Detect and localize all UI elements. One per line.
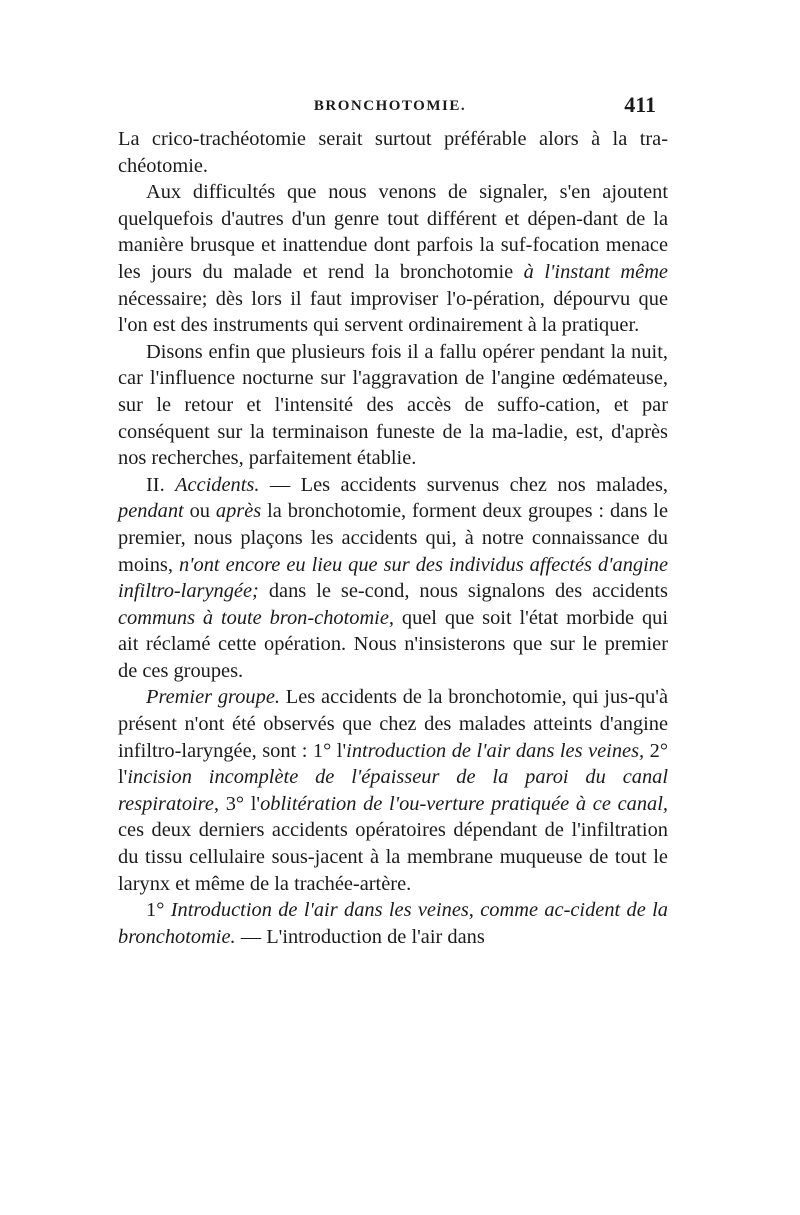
text-segment: — L'introduction de l'air dans — [235, 925, 485, 948]
italic-segment: Introduction de l'air dans les veines, comme ac-cident de la bronchotomie. — [118, 899, 668, 948]
text-segment: dans le se-cond, nous signalons des accidents — [258, 580, 668, 603]
paragraph-5 — [118, 684, 668, 897]
text-segment: nécessaire; dès lors il faut improviser l'o-pération, dépourvu que l'on est des instruments qui servent ordinairement à la pratiquer. — [118, 287, 668, 337]
running-head: BRONCHOTOMIE. — [313, 98, 467, 114]
italic-segment: Accidents. — [175, 473, 260, 496]
italic-segment: Premier groupe. — [146, 686, 280, 709]
text-segment: La crico-trachéotomie serait surtout préférable alors à la tra-chéotomie. — [118, 128, 668, 177]
paragraph-1 — [118, 126, 668, 179]
italic-segment: introduction de l'air dans les veines, — [346, 739, 645, 762]
page-header — [120, 92, 660, 122]
text-segment: ou — [183, 500, 216, 523]
text-segment: 2° l' — [118, 739, 668, 789]
text-segment: — Les accidents survenus chez nos malades, — [259, 473, 668, 496]
text-segment: Disons enfin que plusieurs fois il a fallu opérer pendant la nuit, car l'influence nocturne sur l'aggravation de l'angine œdémateuse, sur le retour et l'intensité des accès de suffo-cation, et par conséquent sur la terminaison funeste de la ma-ladie, est, d'après nos recherches, parfaitement établie. — [118, 340, 668, 470]
italic-segment: communs à toute bron-chotomie, — [118, 606, 394, 629]
paragraph-3 — [118, 339, 668, 472]
text-segment: Les accidents de la bronchotomie, qui jus-qu'à présent n'ont été observés que chez des malades atteints d'angine infiltro-laryngée, sont : 1° l' — [118, 686, 668, 762]
italic-segment: à l'instant même — [523, 260, 668, 283]
text-segment: Aux difficultés que nous venons de signaler, s'en ajoutent quelquefois d'autres d'un genre tout différent et dépen-dant de la manière brusque et inattendue dont parfois la suf-focation menace les jours du malade et rend la bronchotomie — [118, 181, 668, 283]
text-segment: quel que soit l'état morbide qui ait réclamé cette opération. Nous n'insisterons que sur le premier de ces groupes. — [118, 606, 668, 682]
text-segment: II. — [146, 473, 176, 496]
paragraph-6 — [118, 897, 668, 950]
paragraph-4 — [118, 472, 668, 685]
paragraph-2 — [118, 179, 668, 339]
italic-segment: après — [215, 500, 262, 523]
italic-segment: incision incomplète de l'épaisseur de la paroi du canal respiratoire, — [118, 766, 668, 815]
body-text — [118, 126, 668, 950]
text-segment: ces deux derniers accidents opératoires dépendant de l'infiltration du tissu cellulaire sous-jacent à la membrane muqueuse de tout le larynx et même de la trachée-artère. — [118, 819, 668, 895]
page-number: 411 — [624, 92, 656, 117]
italic-segment: n'ont encore eu lieu que sur des individus affectés d'angine infiltro-laryngée; — [118, 553, 669, 603]
italic-segment: oblitération de l'ou-verture pratiquée à ce canal, — [260, 792, 669, 815]
text-segment: la bronchotomie, forment deux groupes : dans le premier, nous plaçons les accidents qui, à notre connaissance du moins, — [118, 500, 668, 576]
text-segment: 1° — [146, 899, 171, 922]
text-segment: 3° l' — [219, 792, 261, 815]
italic-segment: pendant — [118, 500, 184, 523]
